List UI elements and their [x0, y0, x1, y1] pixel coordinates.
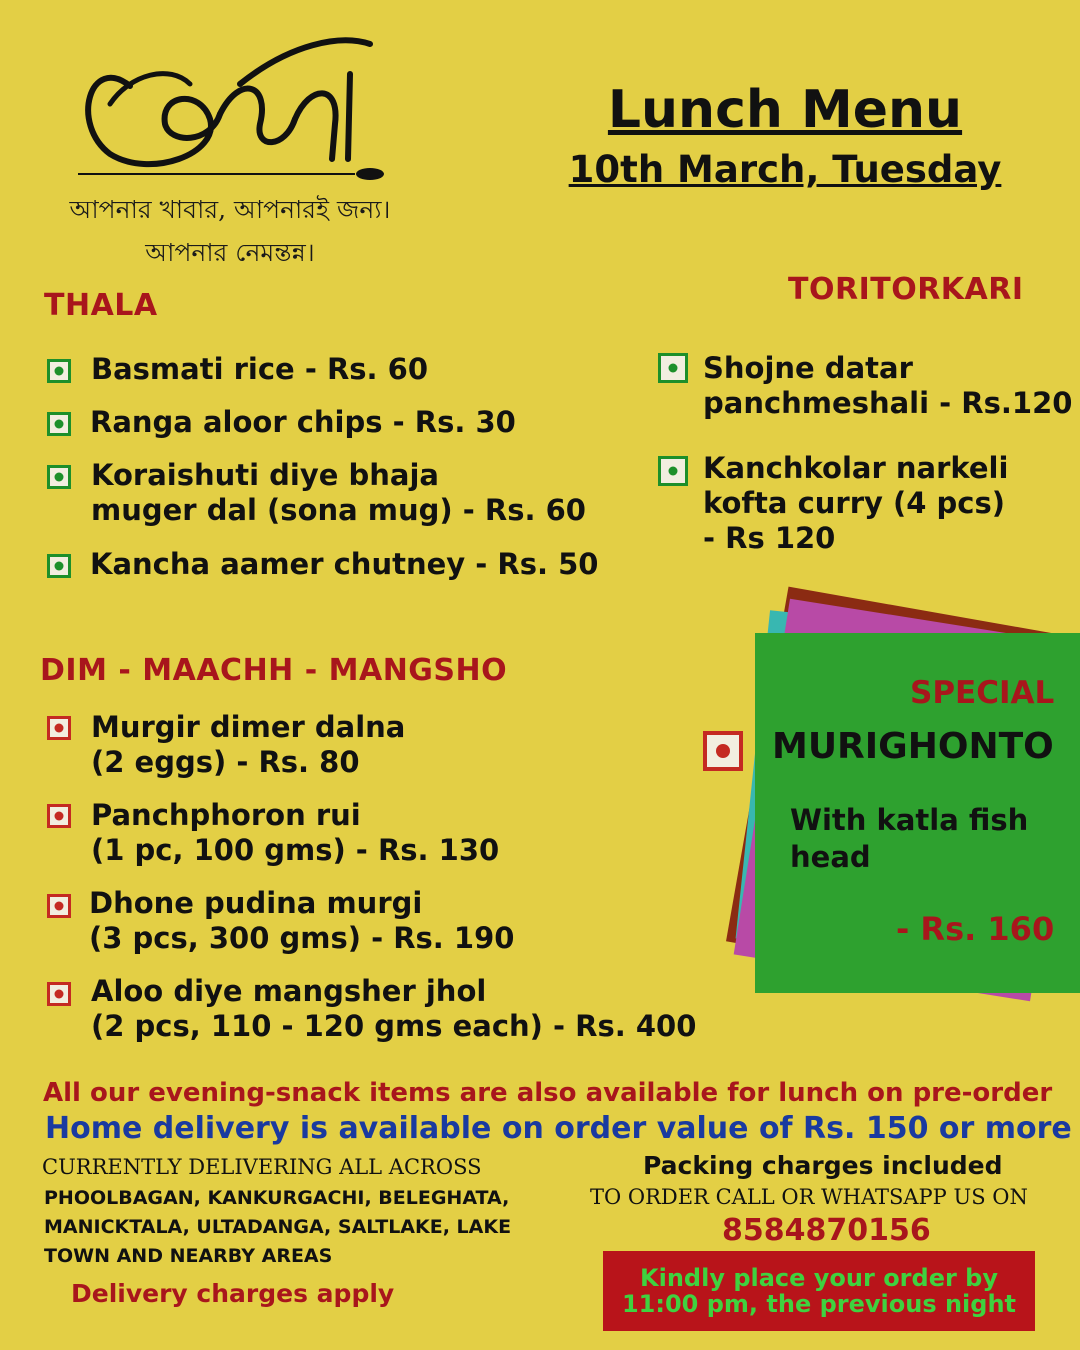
special-description: With katla fish	[790, 803, 1029, 837]
item-text: Panchphoron rui	[91, 798, 361, 832]
delivery-charges-note: Delivery charges apply	[71, 1279, 395, 1308]
packing-note: Packing charges included	[643, 1151, 1003, 1180]
nonveg-indicator-icon	[47, 716, 71, 740]
menu-item	[44, 710, 405, 780]
delivery-note: Home delivery is available on order value of Rs. 150 or more	[45, 1111, 1072, 1146]
phone-number: 8584870156	[722, 1213, 931, 1248]
veg-indicator-icon	[658, 353, 688, 383]
veg-indicator-icon	[47, 465, 71, 489]
veg-indicator-icon	[47, 412, 71, 436]
item-text: Kancha aamer chutney - Rs. 50	[90, 547, 599, 581]
section-heading-dim-maachh-mangsho: DIM - MAACHH - MANGSHO	[40, 653, 508, 688]
item-text: Dhone pudina murgi	[89, 886, 423, 920]
area-line: MANICKTALA, ULTADANGA, SALTLAKE, LAKE	[44, 1216, 512, 1238]
item-text: (3 pcs, 300 gms) - Rs. 190	[89, 921, 515, 955]
menu-item	[656, 351, 1072, 421]
nonveg-indicator-icon	[47, 804, 71, 828]
item-text: Basmati rice - Rs. 60	[91, 352, 429, 386]
menu-item	[44, 405, 516, 440]
order-deadline-banner	[603, 1251, 1035, 1331]
item-text: Shojne datar	[703, 351, 913, 385]
menu-item	[44, 458, 586, 528]
delivering-heading: CURRENTLY DELIVERING ALL ACROSS	[42, 1155, 482, 1179]
item-text: (1 pc, 100 gms) - Rs. 130	[91, 833, 500, 867]
item-text: Kanchkolar narkeli	[703, 451, 1009, 485]
nonveg-indicator-icon	[703, 731, 743, 771]
special-description: head	[790, 840, 871, 874]
brand-logo	[70, 14, 390, 193]
section-heading-thala: THALA	[44, 288, 158, 323]
nonveg-indicator-icon	[47, 982, 71, 1006]
tagline-line-1: আপনার খাবার, আপনারই জন্য।	[69, 195, 391, 224]
item-text: Ranga aloor chips - Rs. 30	[90, 405, 516, 439]
item-text: (2 eggs) - Rs. 80	[91, 745, 360, 779]
veg-indicator-icon	[658, 456, 688, 486]
order-deadline-line: Kindly place your order by	[640, 1264, 998, 1292]
item-text: muger dal (sona mug) - Rs. 60	[91, 493, 586, 527]
menu-item	[44, 974, 696, 1044]
special-dish-name: MURIGHONTO	[772, 726, 1054, 767]
nonveg-indicator-icon	[47, 894, 71, 918]
menu-date: 10th March, Tuesday	[568, 148, 1002, 191]
order-call-note: TO ORDER CALL OR WHATSAPP US ON	[590, 1185, 1028, 1209]
snacks-note: All our evening-snack items are also available for lunch on pre-order	[43, 1078, 1053, 1108]
area-line: PHOOLBAGAN, KANKURGACHI, BELEGHATA,	[44, 1187, 510, 1209]
section-heading-toritorkari: TORITORKARI	[788, 272, 1024, 307]
item-text: - Rs 120	[703, 521, 836, 555]
menu-item	[44, 886, 514, 956]
special-label: SPECIAL	[910, 675, 1055, 711]
menu-item	[44, 798, 499, 868]
item-text: panchmeshali - Rs.120	[703, 386, 1073, 420]
page-title: Lunch Menu	[607, 80, 963, 140]
item-text: kofta curry (4 pcs)	[703, 486, 1006, 520]
delivery-areas	[44, 1184, 511, 1271]
item-text: Koraishuti diye bhaja	[91, 458, 439, 492]
item-text: Murgir dimer dalna	[91, 710, 406, 744]
menu-item	[44, 547, 598, 582]
menu-item	[44, 352, 428, 387]
item-text: (2 pcs, 110 - 120 gms each) - Rs. 400	[91, 1009, 697, 1043]
tagline-line-2: আপনার নেমন্তন্ন।	[145, 238, 315, 267]
veg-indicator-icon	[47, 359, 71, 383]
veg-indicator-icon	[47, 554, 71, 578]
area-line: TOWN AND NEARBY AREAS	[44, 1245, 333, 1267]
menu-item	[656, 451, 1008, 556]
order-deadline-line: 11:00 pm, the previous night	[621, 1290, 1017, 1318]
special-price: - Rs. 160	[896, 910, 1055, 948]
item-text: Aloo diye mangsher jhol	[91, 974, 487, 1008]
